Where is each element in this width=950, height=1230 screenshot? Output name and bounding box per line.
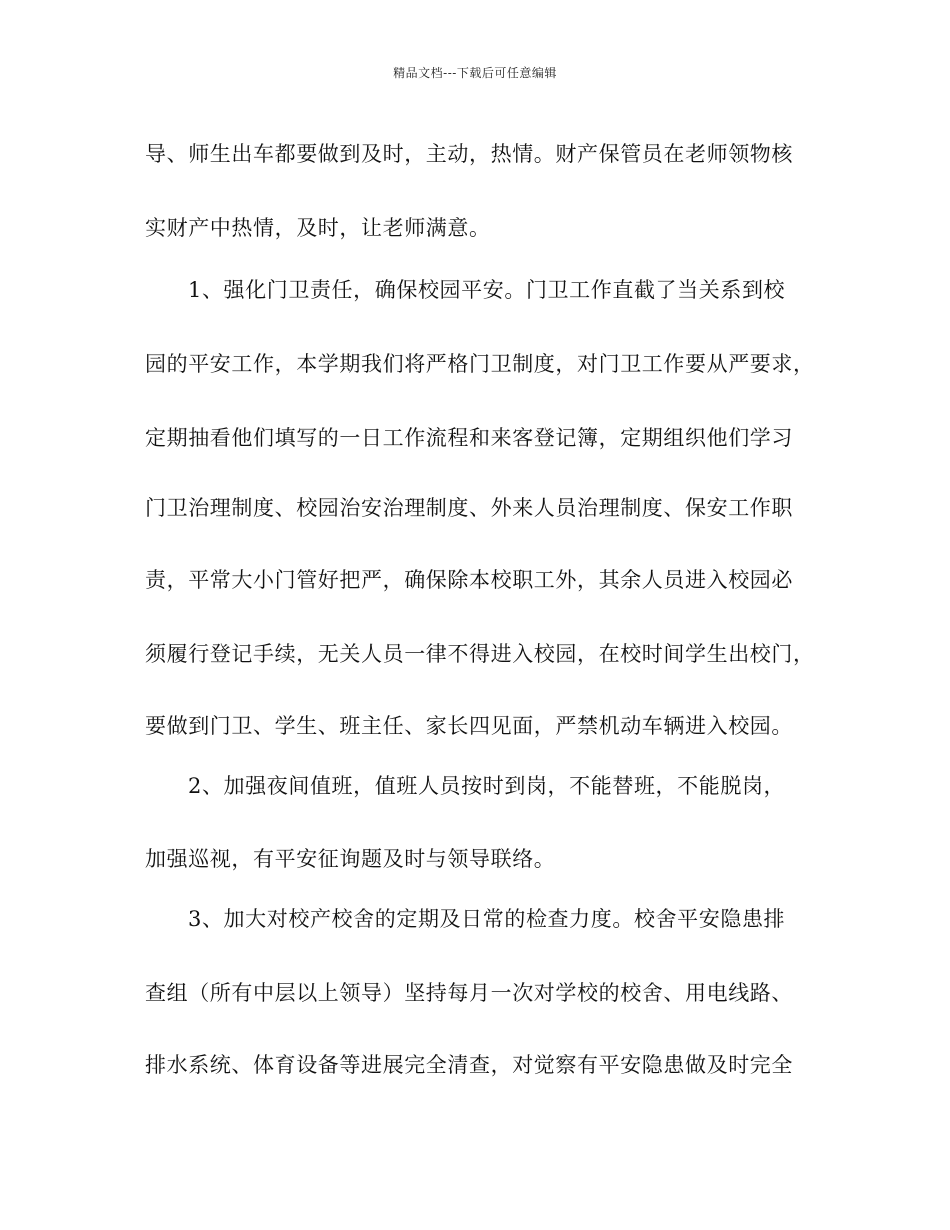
text-line: 须履行登记手续，无关人员一律不得进入校园，在校时间学生出校门， (145, 642, 815, 666)
text-line: 排水系统、体育设备等进展完全清查，对觉察有平安隐患做及时完全 (145, 1053, 793, 1077)
text-line: 园的平安工作，本学期我们将严格门卫制度，对门卫工作要从严要求， (145, 352, 815, 376)
text-line: 加强巡视，有平安征询题及时与领导联络。 (145, 847, 556, 871)
text-line: 3、加大对校产校舍的定期及日常的检查力度。校舍平安隐患排 (188, 907, 786, 931)
text-line: 查组（所有中层以上领导）坚持每月一次对学校的校舍、用电线路、 (145, 981, 793, 1005)
text-line: 1、强化门卫责任，确保校园平安。门卫工作直截了当关系到校 (188, 278, 786, 302)
text-line: 2、加强夜间值班，值班人员按时到岗，不能替班，不能脱岗， (188, 774, 786, 798)
text-line: 责，平常大小门管好把严，确保除本校职工外，其余人员进入校园必 (145, 568, 793, 592)
text-line: 要做到门卫、学生、班主任、家长四见面，严禁机动车辆进入校园。 (145, 714, 793, 738)
text-line: 导、师生出车都要做到及时，主动，热情。财产保管员在老师领物核 (145, 142, 793, 166)
text-line: 定期抽看他们填写的一日工作流程和来客登记簿，定期组织他们学习 (145, 426, 793, 450)
text-line: 实财产中热情，及时，让老师满意。 (145, 216, 491, 240)
page-header: 精品文档---下载后可任意编辑 (393, 66, 557, 80)
text-line: 门卫治理制度、校园治安治理制度、外来人员治理制度、保安工作职 (145, 496, 793, 520)
